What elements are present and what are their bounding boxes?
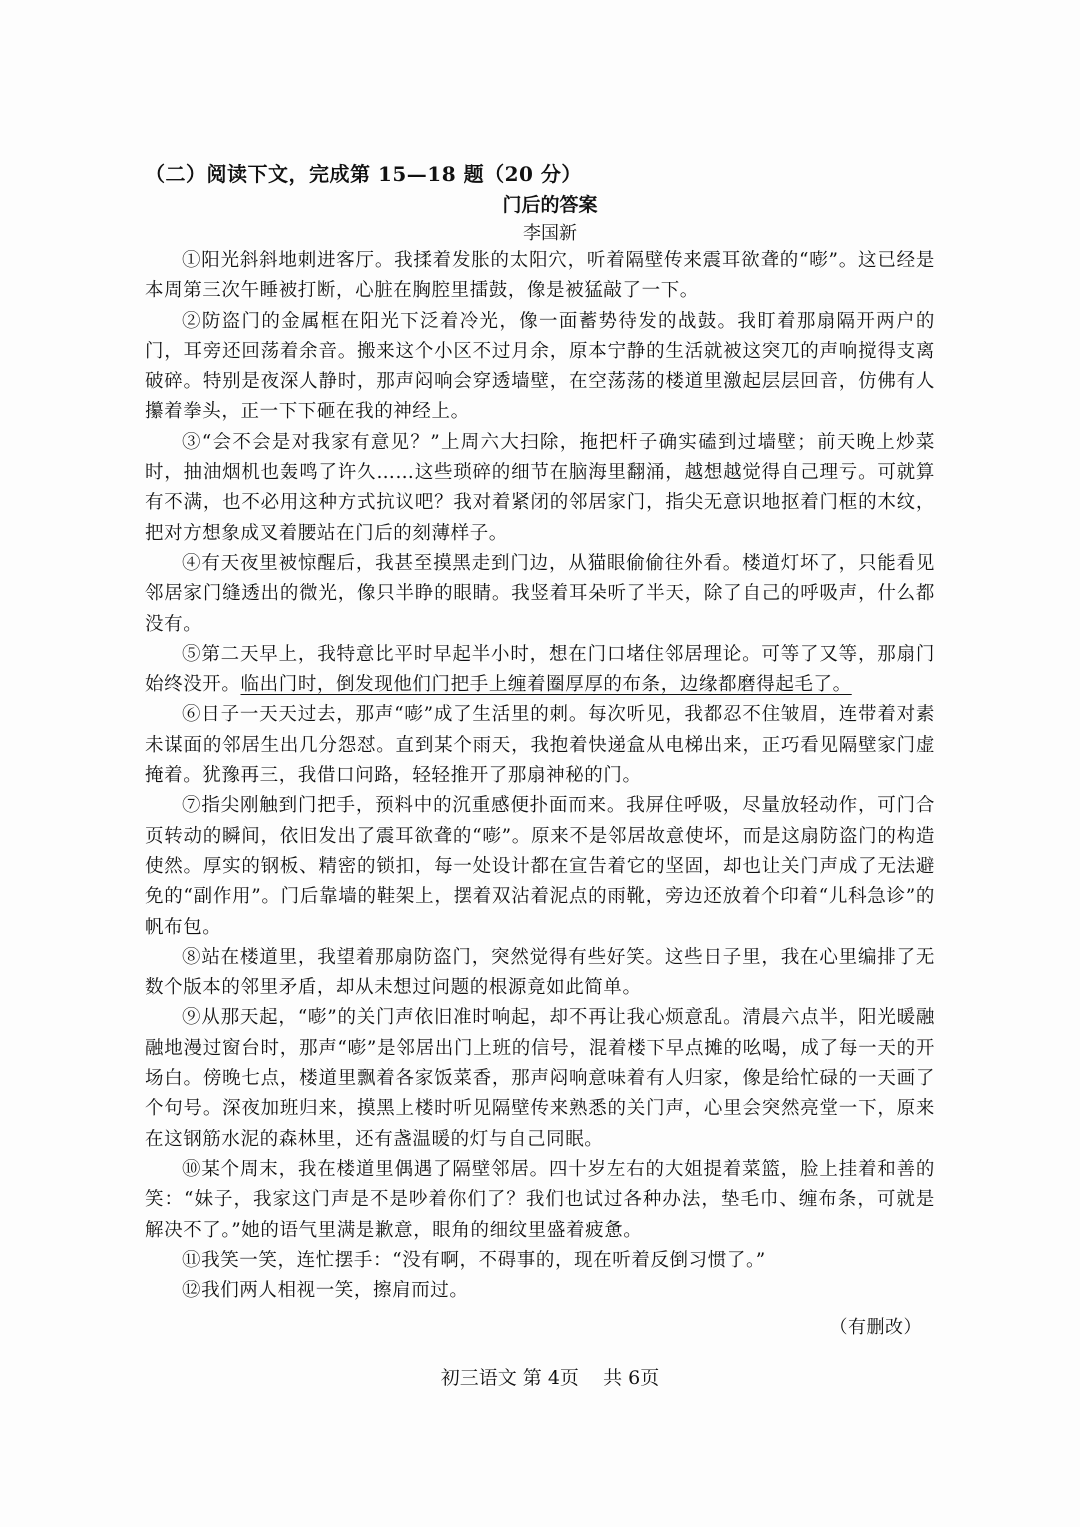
paragraph-10-text: ⑩某个周末，我在楼道里偶遇了隔壁邻居。四十岁左右的大姐提着菜篮，脸上挂着和善的笑：“妹子，我家这门声是不是吵着你们了？我们也试过各种办法，垫毛巾、缠布条，可就是解决不了。”她的语气里满是歉意，眼角的细纹里盛着疲惫。 [145, 1158, 935, 1241]
edit-note: （有删改） [829, 1317, 922, 1338]
paragraph-6-text: ⑥日子一天天过去，那声“嘭”成了生活里的刺。每次听见，我都忍不住皱眉，连带着对素未谋面的邻居生出几分怨怼。直到某个雨天，我抱着快递盒从电梯出来，正巧看见隔壁家门虚掩着。犹豫再三，我借口问路，轻轻推开了那扇神秘的门。 [145, 704, 935, 787]
paragraph-4-text: ④有天夜里被惊醒后，我甚至摸黑走到门边，从猫眼偷偷往外看。楼道灯坏了，只能看见邻居家门缝透出的微光，像只半睁的眼睛。我竖着耳朵听了半天，除了自己的呼吸声，什么都没有。 [145, 552, 935, 635]
paragraph-8-text: ⑧站在楼道里，我望着那扇防盗门，突然觉得有些好笑。这些日子里，我在心里编排了无数个版本的邻里矛盾，却从未想过问题的根源竟如此简单。 [145, 946, 935, 999]
paragraph-6 [145, 700, 935, 791]
paragraph-4 [145, 549, 935, 640]
paragraph-9-text: ⑨从那天起，“嘭”的关门声依旧准时响起，却不再让我心烦意乱。清晨六点半，阳光暖融融地漫过窗台时，那声“嘭”是邻居出门上班的信号，混着楼下早点摊的吆喝，成了每一天的开场白。傍晚七点，楼道里飘着各家饭菜香，那声闷响意味着有人归家，像是给忙碌的一天画了个句号。深夜加班归来，摸黑上楼时听见隔壁传来熟悉的关门声，心里会突然亮堂一下，原来在这钢筋水泥的森林里，还有盏温暖的灯与自己同眠。 [145, 1007, 935, 1150]
paragraph-11 [145, 1246, 935, 1276]
paragraph-9 [145, 1003, 935, 1154]
underlined-sentence: 临出门时，倒发现他们门把手上缠着圈厚厚的布条，边缘都磨得起毛了。 [240, 674, 852, 696]
page-footer: 初三语文 第 4页 共 6页 [440, 1367, 660, 1389]
paragraph-7 [145, 791, 935, 942]
paragraph-1 [145, 246, 935, 307]
paragraph-8 [145, 943, 935, 1004]
paragraph-1-text: ①阳光斜斜地刺进客厅。我揉着发胀的太阳穴，听着隔壁传来震耳欲聋的“嘭”。这已经是本周第三次午睡被打断，心脏在胸腔里擂鼓，像是被猛敲了一下。 [145, 250, 935, 302]
article-title: 门后的答案 [502, 194, 598, 216]
paragraph-2-text: ②防盗门的金属框在阳光下泛着冷光，像一面蓄势待发的战鼓。我盯着那扇隔开两户的门，耳旁还回荡着余音。搬来这个小区不过月余，原本宁静的生活就被这突兀的声响搅得支离破碎。特别是夜深人静时，那声闷响会穿透墙壁，在空荡荡的楼道里激起层层回音，仿佛有人攥着拳头，正一下下砸在我的神经上。 [145, 310, 935, 423]
article-author: 李国新 [523, 223, 577, 244]
paragraph-5 [145, 640, 935, 701]
paragraph-10 [145, 1155, 935, 1246]
paragraph-12-text: ⑫我们两人相视一笑，擦肩而过。 [182, 1280, 469, 1302]
paragraph-3 [145, 428, 935, 549]
paragraph-11-text: ⑪我笑一笑，连忙摆手：“没有啊，不碍事的，现在听着反倒习惯了。” [182, 1249, 766, 1271]
paragraph-7-text: ⑦指尖刚触到门把手，预料中的沉重感便扑面而来。我屏住呼吸，尽量放轻动作，可门合页转动的瞬间，依旧发出了震耳欲聋的“嘭”。原来不是邻居故意使坏，而是这扇防盗门的构造使然。厚实的钢板、精密的锁扣，每一处设计都在宣告着它的坚固，却也让关门声成了无法避免的“副作用”。门后靠墙的鞋架上，摆着双沾着泥点的雨靴，旁边还放着个印着“儿科急诊”的帆布包。 [145, 795, 935, 938]
article-body [145, 246, 935, 1306]
paragraph-2 [145, 307, 935, 428]
section-heading: （二）阅读下文，完成第 15—18 题（20 分） [145, 162, 582, 186]
paragraph-5-text: ⑤第二天早上，我特意比平时早起半小时，想在门口堵住邻居理论。可等了又等，那扇门始终没开。 [145, 643, 935, 696]
paragraph-12 [145, 1276, 935, 1306]
paragraph-3-text: ③“会不会是对我家有意见？”上周六大扫除，拖把杆子确实磕到过墙壁；前天晚上炒菜时，抽油烟机也轰鸣了许久……这些琐碎的细节在脑海里翻涌，越想越觉得自己理亏。可就算有不满，也不必用这种方式抗议吧？我对着紧闭的邻居家门，指尖无意识地抠着门框的木纹，把对方想象成叉着腰站在门后的刻薄样子。 [145, 431, 935, 544]
